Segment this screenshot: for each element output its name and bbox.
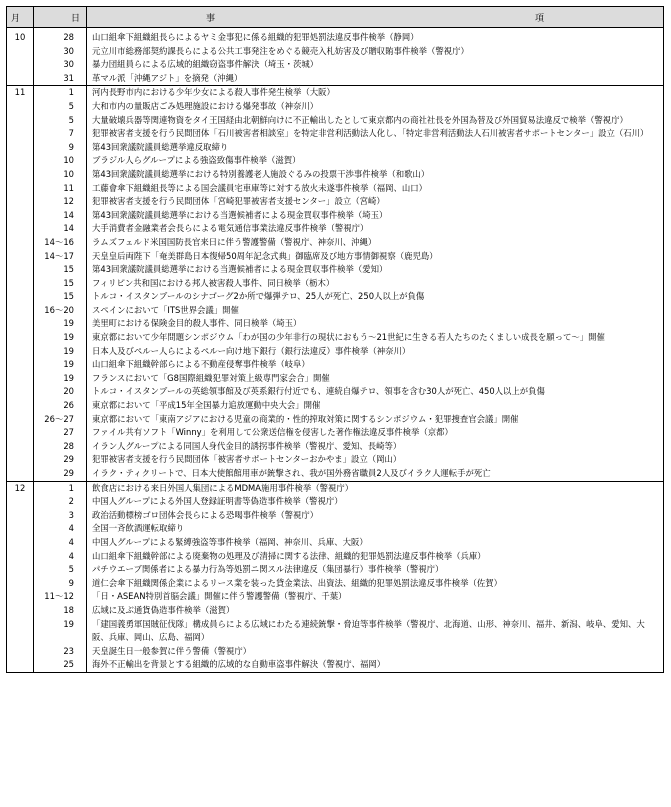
event-cell: トルコ・イスタンブールの英総領事館及び英系銀行付近でも、連続自爆テロ、領事を含む30人が死亡、450人以上が負傷	[92, 386, 545, 397]
table-row	[7, 426, 664, 440]
event-cell: フランスにおいて「G8国際組織犯罪対策上級専門家会合」開催	[92, 372, 330, 383]
month-cell	[7, 45, 34, 59]
month-cell	[7, 577, 34, 591]
table-row	[7, 209, 664, 223]
event-cell: 海外不正輸出を背景とする組織的広域的な自動車盗事件解決（警視庁、福岡）	[92, 659, 386, 670]
event-cell: 元立川市総務部契約課長らによる公共工事発注をめぐる競売入札妨害及び贈収賄事件検挙（警視庁）	[92, 45, 469, 56]
table-row	[7, 250, 664, 264]
month-cell	[7, 209, 34, 223]
table-row	[7, 522, 664, 536]
event-cell: 「日・ASEAN特別首脳会議」開催に伴う警護警備（警視庁、千葉）	[92, 591, 347, 602]
event-cell: 広域に及ぶ通貨偽造事件検挙（滋賀）	[92, 604, 235, 615]
table-row	[7, 304, 664, 318]
month-cell	[7, 536, 34, 550]
day-cell: 10	[34, 154, 87, 168]
event-cell: 中国人グループによる外国人登録証明書等偽造事件検挙（警視庁）	[92, 496, 343, 507]
table-row	[7, 440, 664, 454]
table-row	[7, 453, 664, 467]
day-cell: 5	[34, 563, 87, 577]
month-cell	[7, 304, 34, 318]
table-row	[7, 222, 664, 236]
month-cell	[7, 604, 34, 618]
day-cell: 1	[34, 86, 87, 100]
event-cell: 中国人グループによる緊縛強盗等事件検挙（福岡、神奈川、兵庫、大阪）	[92, 536, 368, 547]
month-cell	[7, 440, 34, 454]
event-cell: 山口組傘下組織幹部による廃棄物の処理及び清掃に関する法律、組織的犯罪処罰法違反事件検挙（兵庫）	[92, 550, 486, 561]
event-cell: 道仁会傘下組織関係企業によるリース業を装った貸金業法、出資法、組織的犯罪処罰法違反事件検挙（佐賀）	[92, 577, 502, 588]
day-cell: 19	[34, 345, 87, 359]
table-row	[7, 372, 664, 386]
day-cell: 2	[34, 495, 87, 509]
month-cell	[7, 222, 34, 236]
day-cell: 4	[34, 536, 87, 550]
table-row	[7, 645, 664, 659]
event-cell: 東京都において少年問題シンポジウム「わが国の少年非行の現状におもう〜21世紀に生きる若人たちのたくましい成長を願って〜」開催	[92, 332, 605, 343]
chronology-table	[6, 6, 664, 673]
day-cell: 12	[34, 195, 87, 209]
day-cell: 14	[34, 209, 87, 223]
month-cell	[7, 277, 34, 291]
month-cell	[7, 263, 34, 277]
month-cell	[7, 590, 34, 604]
month-cell	[7, 250, 34, 264]
month-column-header: 月	[7, 7, 34, 28]
table-row	[7, 100, 664, 114]
event-cell: トルコ・イスタンブールのシナゴーグ2か所で爆弾テロ、25人が死亡、250人以上が負傷	[92, 291, 425, 302]
day-cell: 28	[34, 28, 87, 45]
day-cell: 14〜17	[34, 250, 87, 264]
table-row	[7, 317, 664, 331]
day-cell: 27	[34, 426, 87, 440]
day-cell: 15	[34, 263, 87, 277]
month-cell	[7, 317, 34, 331]
event-cell: 河内長野市内における少年少女による殺人事件発生検挙（大阪）	[87, 86, 664, 100]
month-cell	[7, 100, 34, 114]
day-cell: 19	[34, 358, 87, 372]
table-row	[7, 509, 664, 523]
event-cell: 日本人及びペルー人らによるペルー向け地下銀行（銀行法違反）事件検挙（神奈川）	[92, 345, 411, 356]
month-cell	[7, 372, 34, 386]
table-row	[7, 236, 664, 250]
month-cell	[7, 658, 34, 672]
month-cell	[7, 385, 34, 399]
table-row	[7, 58, 664, 72]
day-cell: 30	[34, 45, 87, 59]
day-cell: 26〜27	[34, 413, 87, 427]
table-row	[7, 467, 664, 481]
event-cell: 第43回衆議院議員総選挙における当選候補者による現金買収事件検挙（埼玉）	[92, 209, 388, 220]
table-row	[7, 86, 664, 100]
table-row	[7, 358, 664, 372]
month-cell	[7, 358, 34, 372]
day-cell: 19	[34, 372, 87, 386]
day-cell: 16〜20	[34, 304, 87, 318]
table-row	[7, 45, 664, 59]
month-cell: 11	[7, 86, 34, 100]
month-cell	[7, 290, 34, 304]
table-row	[7, 618, 664, 645]
month-cell	[7, 127, 34, 141]
month-cell	[7, 426, 34, 440]
day-cell: 3	[34, 509, 87, 523]
table-row	[7, 345, 664, 359]
month-cell	[7, 154, 34, 168]
event-cell: 大量破壊兵器等関連物資をタイ王国経由北朝鮮向けに不正輸出したとして東京都内の商社社長を外国為替及び外国貿易法違反で検挙（警視庁）	[92, 114, 628, 125]
table-row	[7, 658, 664, 672]
event-cell: 暴力団組員らによる広域的組織窃盗事件解決（埼玉・茨城）	[92, 59, 319, 70]
month-cell	[7, 236, 34, 250]
day-cell: 10	[34, 168, 87, 182]
table-row	[7, 331, 664, 345]
day-cell: 5	[34, 114, 87, 128]
event-cell: 東京都において「東南アジアにおける児童の商業的・性的搾取対策に関するシンポジウム・犯罪捜査官会議」開催	[92, 413, 519, 424]
table-row	[7, 604, 664, 618]
month-cell	[7, 114, 34, 128]
month-cell	[7, 453, 34, 467]
event-cell: 天皇誕生日一般参賀に伴う警備（警視庁）	[92, 645, 252, 656]
event-cell: 政治活動標榜ゴロ団体会長らによる恐喝事件検挙（警視庁）	[92, 509, 319, 520]
event-cell: 第43回衆議院議員総選挙における特別養護老人施設ぐるみの投票干渉事件検挙（和歌山）	[92, 168, 430, 179]
day-cell: 19	[34, 317, 87, 331]
event-cell: 第43回衆議院議員総選挙違反取締り	[92, 141, 229, 152]
table-row	[7, 127, 664, 141]
table-row	[7, 399, 664, 413]
table-row	[7, 536, 664, 550]
month-cell	[7, 195, 34, 209]
day-column-header: 日	[34, 7, 87, 28]
event-cell: フィリピン共和国における邦人被害殺人事件、同日検挙（栃木）	[92, 277, 335, 288]
day-cell: 29	[34, 453, 87, 467]
event-header-char-2: 項	[535, 13, 545, 24]
table-row	[7, 154, 664, 168]
day-cell: 5	[34, 100, 87, 114]
table-row	[7, 550, 664, 564]
event-cell: ファイル共有ソフト「Winny」を利用して公衆送信権を侵害した著作権法違反事件検挙（京都）	[92, 427, 453, 438]
event-cell: 東京都において「平成15年全国暴力追放運動中央大会」開催	[92, 400, 321, 411]
event-cell: 革マル派「沖縄アジト」を摘発（沖縄）	[92, 72, 243, 83]
table-header-row	[7, 7, 664, 28]
event-cell: イラン人グループによる同国人身代金目的誘拐事件検挙（警視庁、愛知、長崎等）	[92, 440, 402, 451]
event-cell: ブラジル人らグループによる強盗致傷事件検挙（滋賀）	[92, 155, 301, 166]
month-cell	[7, 467, 34, 481]
table-row	[7, 72, 664, 86]
month-cell	[7, 645, 34, 659]
day-cell: 11〜12	[34, 590, 87, 604]
month-cell	[7, 345, 34, 359]
month-cell	[7, 168, 34, 182]
day-cell: 19	[34, 618, 87, 645]
event-cell: 全国一斉飲酒運転取締り	[92, 523, 185, 534]
event-cell: 「建国義勇軍国賊征伐隊」構成員らによる広域にわたる連続銃撃・脅迫等事件検挙（警視庁、北海道、山形、神奈川、福井、新潟、岐阜、愛知、大阪、兵庫、岡山、広島、福岡）	[92, 618, 645, 643]
day-cell: 14	[34, 222, 87, 236]
day-cell: 9	[34, 141, 87, 155]
table-row	[7, 195, 664, 209]
month-cell	[7, 182, 34, 196]
day-cell: 18	[34, 604, 87, 618]
month-cell	[7, 550, 34, 564]
table-row	[7, 590, 664, 604]
day-cell: 31	[34, 72, 87, 86]
day-cell: 1	[34, 481, 87, 495]
day-cell: 11	[34, 182, 87, 196]
day-cell: 30	[34, 58, 87, 72]
day-cell: 14〜16	[34, 236, 87, 250]
day-cell: 9	[34, 577, 87, 591]
event-cell: イラク・ティクリートで、日本大使館館用車が銃撃され、我が国外務省職員2人及びイラク人運転手が死亡	[92, 468, 491, 478]
event-cell: 飲食店における来日外国人集団によるMDMA施用事件検挙（警視庁）	[87, 481, 664, 495]
day-cell: 7	[34, 127, 87, 141]
table-row	[7, 481, 664, 495]
month-cell	[7, 522, 34, 536]
table-row	[7, 277, 664, 291]
table-row	[7, 577, 664, 591]
event-cell: 天皇皇后両陛下「奄美群島日本復帰50周年記念式典」御臨席及び地方事情御視察（鹿児島）	[92, 250, 438, 261]
event-cell: 大手消費者金融業者会長らによる電気通信事業法違反事件検挙（警視庁）	[92, 223, 369, 234]
month-cell	[7, 331, 34, 345]
day-cell: 25	[34, 658, 87, 672]
event-cell: 工藤會傘下組織組長等による国会議員宅車庫等に対する放火未遂事件検挙（福岡、山口）	[92, 182, 427, 193]
event-cell: 犯罪被害者支援を行う民間団体「被害者サポートセンターおかやま」設立（岡山）	[92, 454, 402, 465]
month-cell	[7, 413, 34, 427]
day-cell: 26	[34, 399, 87, 413]
table-row	[7, 385, 664, 399]
day-cell: 20	[34, 385, 87, 399]
day-cell: 28	[34, 440, 87, 454]
month-cell: 10	[7, 28, 34, 45]
day-cell: 15	[34, 290, 87, 304]
month-cell	[7, 495, 34, 509]
day-cell: 4	[34, 522, 87, 536]
month-cell	[7, 563, 34, 577]
table-row	[7, 114, 664, 128]
month-cell	[7, 509, 34, 523]
event-cell: パチウエーブ関係者による暴力行為等処罰ニ関スル法律違反（集団暴行）事件検挙（警視庁）	[92, 564, 444, 575]
event-cell: 第43回衆議院議員総選挙における当選候補者による現金買収事件検挙（愛知）	[92, 264, 388, 275]
event-cell: 美里町における保険金目的殺人事件、同日検挙（埼玉）	[92, 318, 302, 329]
chronology-body	[7, 28, 664, 673]
event-cell: 山口組傘下組織幹部らによる不動産侵奪事件検挙（岐阜）	[92, 359, 310, 370]
event-header-char-1: 事	[205, 13, 215, 24]
event-cell: スペインにおいて「ITS世界会議」開催	[92, 304, 239, 315]
table-row	[7, 495, 664, 509]
table-row	[7, 141, 664, 155]
event-cell: 犯罪被害者支援を行う民間団体「宮崎犯罪被害者支援センター」設立（宮崎）	[92, 196, 385, 207]
day-cell: 19	[34, 331, 87, 345]
event-cell: ラムズフェルド米国国防長官来日に伴う警護警備（警視庁、神奈川、沖縄）	[92, 236, 377, 247]
table-row	[7, 182, 664, 196]
table-row	[7, 413, 664, 427]
day-cell: 29	[34, 467, 87, 481]
table-row	[7, 563, 664, 577]
month-cell	[7, 141, 34, 155]
table-row	[7, 28, 664, 45]
event-cell: 大和市内の量販店ごみ処理施設における爆発事故（神奈川）	[92, 100, 319, 111]
month-cell: 12	[7, 481, 34, 495]
month-cell	[7, 72, 34, 86]
table-row	[7, 290, 664, 304]
table-row	[7, 168, 664, 182]
month-cell	[7, 399, 34, 413]
table-row	[7, 263, 664, 277]
day-cell: 4	[34, 550, 87, 564]
month-cell	[7, 618, 34, 645]
event-cell: 犯罪被害者支援を行う民間団体「石川被害者相談室」を特定非営利活動法人化し、「特定非営利活動法人石川被害者サポートセンター」設立（石川）	[92, 128, 649, 139]
day-cell: 15	[34, 277, 87, 291]
day-cell: 23	[34, 645, 87, 659]
event-column-header	[87, 7, 664, 28]
month-cell	[7, 58, 34, 72]
event-cell: 山口組傘下組織組長らによるヤミ金事犯に係る組織的犯罪処罰法違反事件検挙（静岡）	[92, 32, 419, 42]
